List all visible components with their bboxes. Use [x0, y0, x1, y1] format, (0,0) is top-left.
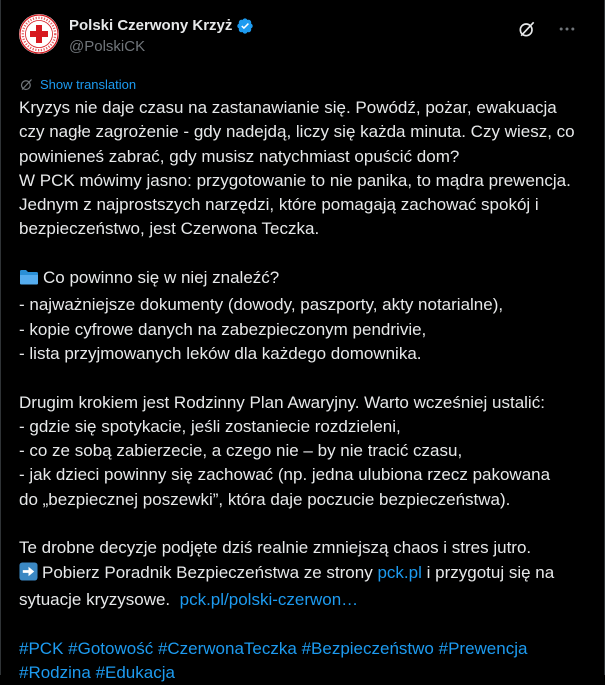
folder-icon — [19, 268, 39, 293]
prepare-text: i przygotuj się na — [426, 562, 555, 582]
text-line: - lista przyjmowanych leków dla każdego domownika. — [19, 343, 422, 363]
verified-badge-icon — [236, 17, 254, 35]
text-line: - gdzie się spotykacie, jeśli zostaniecie rozdzieleni, — [19, 416, 401, 436]
hashtags-row — [19, 661, 587, 685]
hashtag[interactable]: #Rodzina — [19, 662, 91, 682]
show-translation-label[interactable]: Show translation — [40, 77, 137, 92]
author-names — [69, 16, 254, 57]
right-arrow-icon — [19, 562, 38, 588]
header-actions — [516, 18, 578, 40]
hashtag[interactable]: #Prewencja — [438, 638, 528, 658]
avatar[interactable] — [19, 14, 59, 54]
hashtags-row — [19, 637, 587, 661]
text-line: powinieneś zabrać, gdy musisz natychmiast opuścić dom? — [19, 146, 460, 166]
text-line: - najważniejsze dokumenty (dowody, paszporty, akty notarialne), — [19, 295, 504, 315]
text-line: - kopie cyfrowe danych na zabezpieczonym pendrivie, — [19, 319, 427, 339]
hashtag[interactable]: #Edukacja — [95, 662, 175, 682]
text-line: Drugim krokiem jest Rodzinny Plan Awaryjny. Warto wcześniej ustalić: — [19, 392, 545, 412]
text-line: - jak dzieci powinny się zachować (np. jedna ulubiona rzecz pakowana — [19, 465, 551, 485]
post-header — [19, 14, 590, 62]
text-line: Te drobne decyzje podjęte dziś realnie zmniejszą chaos i stres jutro. — [19, 538, 532, 558]
more-options-button[interactable] — [556, 18, 578, 40]
hashtag[interactable]: #CzerwonaTeczka — [157, 638, 297, 658]
show-translation-link[interactable] — [19, 77, 136, 92]
author-handle[interactable]: @PolskiCK — [69, 38, 146, 55]
text-line: W PCK mówimy jasno: przygotowanie to nie panika, to mądra prewencja. — [19, 170, 571, 190]
text-line: bezpieczeństwo, jest Czerwona Teczka. — [19, 219, 320, 239]
author-display-name[interactable]: Polski Czerwony Krzyż — [69, 17, 233, 34]
more-icon — [557, 19, 577, 39]
hashtag[interactable]: #Gotowość — [68, 638, 154, 658]
text-line: do „bezpiecznej poszewki”, która daje poczucie bezpieczeństwa). — [19, 489, 511, 509]
text-line — [19, 561, 587, 588]
pck-link[interactable]: pck.pl — [377, 562, 422, 582]
text-line: - co ze sobą zabierzecie, a czego nie – by nie tracić czasu, — [19, 441, 463, 461]
pck-article-link[interactable]: pck.pl/polski-czerwon… — [179, 589, 359, 609]
text-line: czy nagłe zagrożenie - gdy nadejdą, liczy się każda minuta. Czy wiesz, co — [19, 122, 575, 142]
hashtag[interactable]: #Bezpieczeństwo — [301, 638, 434, 658]
section-heading: Co powinno się w niej znaleźć? — [43, 268, 280, 288]
translate-icon — [19, 77, 34, 92]
text-line: Kryzys nie daje czasu na zastanawianie się. Powódź, pożar, ewakuacja — [19, 98, 557, 117]
crisis-text: sytuacje kryzysowe. — [19, 589, 171, 609]
grok-button[interactable] — [516, 18, 538, 40]
pck-logo — [19, 14, 59, 54]
hashtag[interactable]: #PCK — [19, 638, 64, 658]
text-line — [19, 266, 587, 293]
text-line — [19, 588, 587, 612]
download-text: Pobierz Poradnik Bezpieczeństwa ze strony — [42, 562, 373, 582]
post-text — [19, 96, 587, 685]
grok-icon — [517, 19, 537, 39]
text-line: Jednym z najprostszych narzędzi, które pomagają zachować spokój i — [19, 195, 539, 215]
